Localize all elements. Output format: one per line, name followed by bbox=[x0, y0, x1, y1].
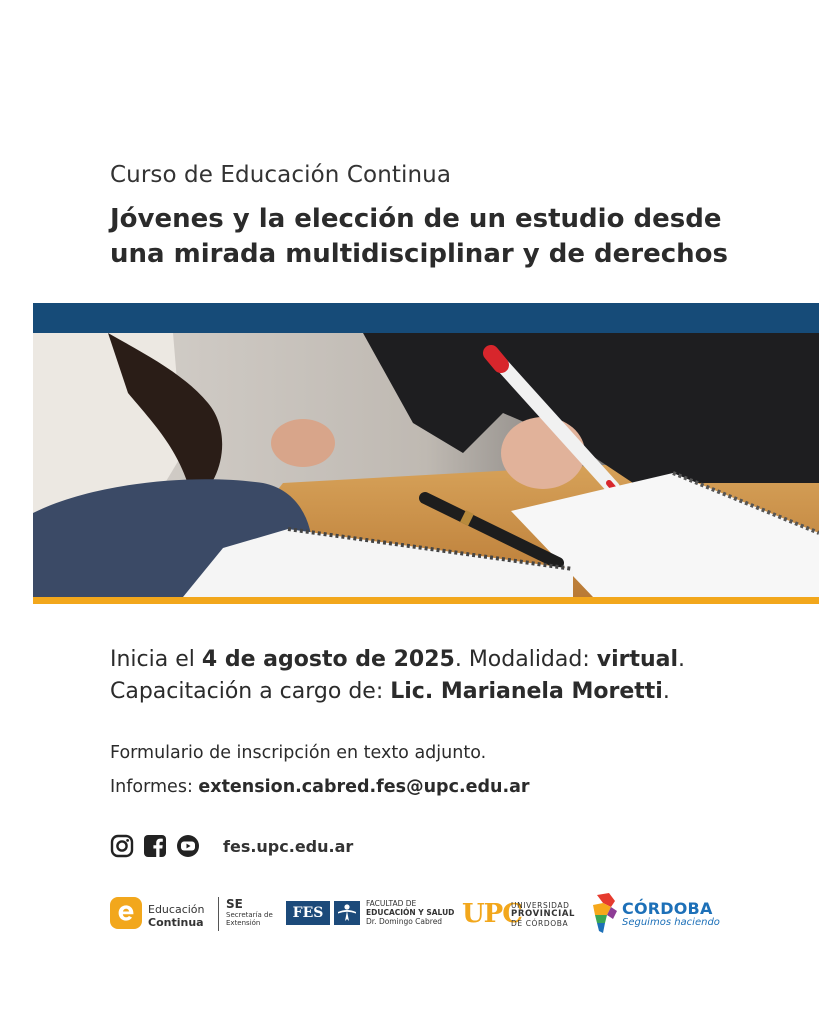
divider bbox=[218, 897, 219, 931]
cordoba-logo-text bbox=[622, 900, 720, 929]
fes-logo: FES bbox=[286, 901, 330, 925]
period: . bbox=[662, 679, 670, 704]
se-abbr: SE bbox=[226, 897, 243, 911]
trainer-name: Lic. Marianela Moretti bbox=[390, 679, 663, 704]
se-line-2: Extensión bbox=[226, 919, 261, 927]
hero-photo bbox=[33, 333, 819, 597]
cordoba-map-icon bbox=[591, 893, 617, 933]
period: . bbox=[678, 647, 686, 672]
fes-logo-text bbox=[366, 899, 454, 926]
educacion-continua-logo-icon bbox=[110, 897, 142, 929]
course-type-label: Curso de Educación Continua bbox=[110, 162, 452, 188]
upc-logo-text bbox=[511, 901, 575, 928]
secretaria-extension-logo bbox=[226, 897, 273, 927]
upc-line-3: DE CÓRDOBA bbox=[511, 919, 569, 928]
course-title bbox=[110, 202, 728, 272]
upc-line-2: PROVINCIAL bbox=[511, 909, 576, 919]
trainer-prefix: Capacitación a cargo de: bbox=[110, 679, 391, 704]
form-note: Formulario de inscripción en texto adjunto. bbox=[110, 743, 487, 763]
course-info bbox=[110, 644, 685, 708]
social-links bbox=[110, 834, 353, 858]
educacion-continua-logo-text bbox=[148, 903, 205, 929]
ec-line-1: Educación bbox=[148, 903, 205, 916]
modality-prefix: . Modalidad: bbox=[454, 647, 597, 672]
trainer-line bbox=[110, 676, 685, 708]
cordoba-slogan: Seguimos haciendo bbox=[622, 917, 720, 928]
modality: virtual bbox=[596, 647, 679, 672]
cordoba-title: CÓRDOBA bbox=[622, 899, 713, 918]
institution-logos bbox=[110, 893, 730, 937]
se-line-1: Secretaría de bbox=[226, 911, 273, 919]
informes-line bbox=[110, 770, 530, 804]
start-line bbox=[110, 644, 685, 676]
upc-line-1: UNIVERSIDAD bbox=[511, 901, 570, 910]
start-date: 4 de agosto de 2025 bbox=[201, 647, 455, 672]
fes-line-3: Dr. Domingo Cabred bbox=[366, 917, 443, 926]
fes-emblem-icon bbox=[334, 901, 360, 925]
informes-prefix: Informes: bbox=[110, 777, 199, 797]
start-prefix: Inicia el bbox=[110, 647, 202, 672]
blue-band bbox=[33, 303, 819, 333]
ec-line-2: Continua bbox=[148, 916, 204, 929]
facebook-icon[interactable] bbox=[143, 834, 167, 858]
contact-info bbox=[110, 736, 530, 804]
course-title-line-2: una mirada multidisciplinar y de derechos bbox=[110, 239, 728, 269]
email-link[interactable]: extension.cabred.fes@upc.edu.ar bbox=[198, 777, 530, 797]
instagram-icon[interactable] bbox=[110, 834, 134, 858]
fes-line-2: EDUCACIÓN Y SALUD bbox=[366, 908, 455, 917]
upc-logo: UPC bbox=[462, 899, 522, 929]
fes-line-1: FACULTAD DE bbox=[366, 899, 417, 908]
website-link[interactable]: fes.upc.edu.ar bbox=[223, 836, 354, 856]
course-title-line-1: Jóvenes y la elección de un estudio desde bbox=[110, 204, 722, 234]
youtube-icon[interactable] bbox=[176, 834, 200, 858]
gold-band bbox=[33, 597, 819, 604]
